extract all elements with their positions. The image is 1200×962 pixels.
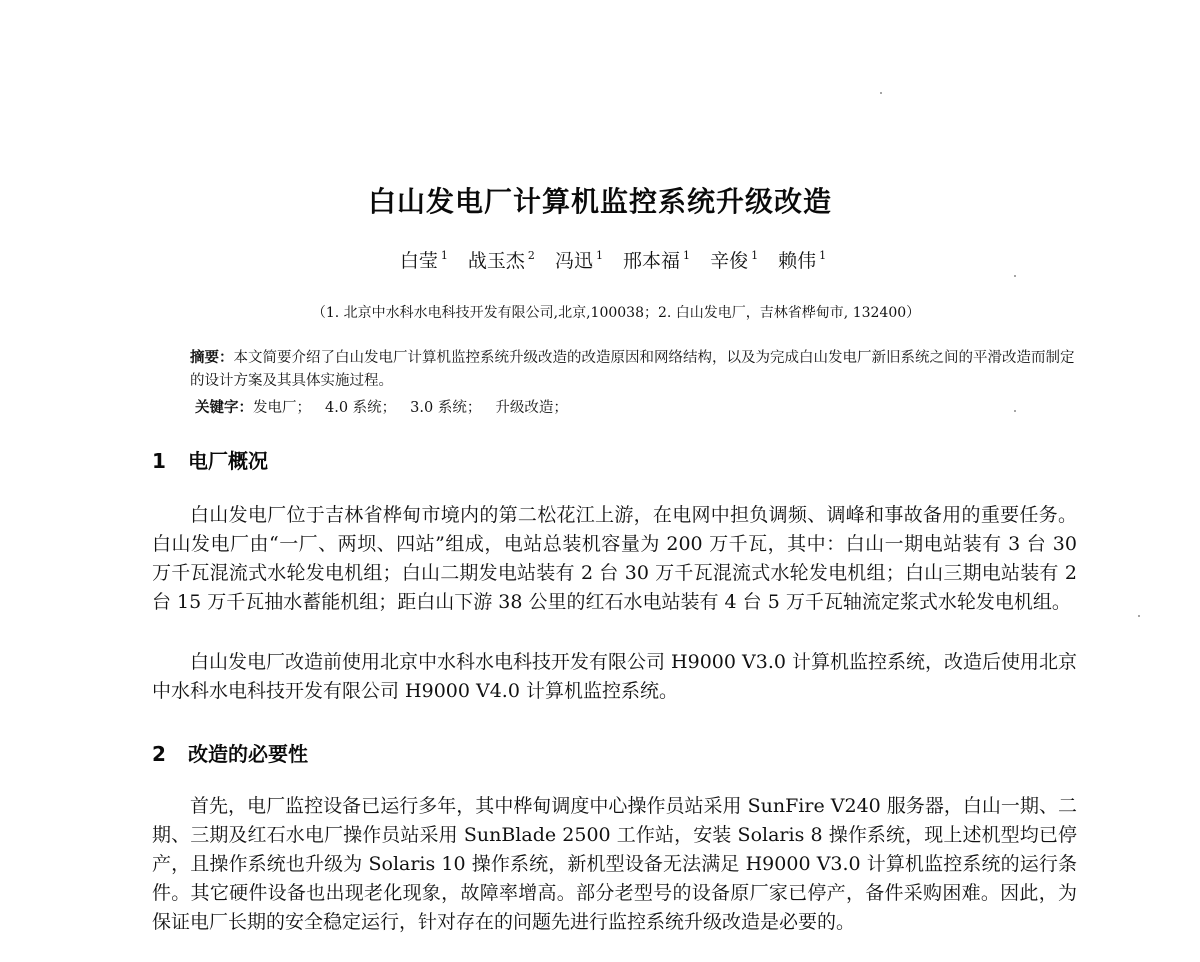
section-heading	[152, 445, 268, 474]
author	[623, 250, 690, 272]
author-affiliation-mark: 2	[527, 249, 535, 262]
keywords	[195, 398, 1075, 418]
section-number: 2	[152, 742, 166, 766]
author	[555, 250, 603, 272]
body-paragraph: 首先，电厂监控设备已运行多年，其中桦甸调度中心操作员站采用 SunFire V240 服务器，白山一期、二期、三期及红石水电厂操作员站采用 SunBlade 2500 工作站，安装 Solaris 8 操作系统，现上述机型均已停产，且操作系统也升级为 Solaris 10 操作系统，新机型设备无法满足 H9000 V3.0 计算机监控系统的运行条件。其它硬件设备也出现老化现象，故障率增高。部分老型号的设备原厂家已停产，备件采购困难。因此，为保证电厂长期的安全稳定运行，针对存在的问题先进行监控系统升级改造是必要的。	[152, 795, 1077, 933]
abstract	[190, 346, 1080, 393]
author-affiliation-mark: 1	[819, 249, 827, 262]
affiliation-line: （1. 北京中水科水电科技开发有限公司,北京,100038；2. 白山发电厂，吉林省桦甸市, 132400）	[311, 305, 921, 321]
scan-speck	[1014, 410, 1016, 412]
author	[710, 250, 758, 272]
author-list	[0, 246, 1200, 273]
abstract-label: 摘要：	[190, 349, 234, 366]
author	[778, 250, 826, 272]
body-paragraph: 白山发电厂改造前使用北京中水科水电科技开发有限公司 H9000 V3.0 计算机监控系统，改造后使用北京中水科水电科技开发有限公司 H9000 V4.0 计算机监控系统。	[152, 651, 1077, 702]
keyword: 升级改造；	[495, 400, 568, 416]
author-affiliation-mark: 1	[751, 249, 759, 262]
paper-title: 白山发电厂计算机监控系统升级改造	[367, 185, 832, 218]
author-name: 辛俊	[710, 250, 749, 272]
author	[400, 250, 448, 272]
section-title: 电厂概况	[188, 449, 268, 473]
author-name: 赖伟	[778, 250, 817, 272]
author-name: 战玉杰	[467, 250, 525, 272]
keyword: 3.0 系统；	[410, 400, 482, 416]
keyword: 4.0 系统；	[325, 400, 397, 416]
section-title: 改造的必要性	[188, 742, 308, 766]
keywords-label: 关键字：	[195, 399, 253, 416]
scan-speck	[1014, 275, 1016, 277]
author-affiliation-mark: 1	[683, 249, 691, 262]
scan-speck	[1138, 615, 1140, 617]
section-number: 1	[152, 449, 166, 473]
author-name: 邢本福	[623, 250, 681, 272]
scan-speck	[880, 92, 882, 94]
keyword: 发电厂；	[253, 400, 311, 416]
section-heading	[152, 738, 308, 767]
author	[468, 250, 535, 272]
author-name: 白莹	[399, 250, 438, 272]
author-affiliation-mark: 1	[440, 249, 448, 262]
author-affiliation-mark: 1	[595, 249, 603, 262]
author-name: 冯迅	[554, 250, 593, 272]
abstract-text: 本文简要介绍了白山发电厂计算机监控系统升级改造的改造原因和网络结构，以及为完成白山发电厂新旧系统之间的平滑改造而制定的设计方案及其具体实施过程。	[190, 350, 1075, 389]
body-paragraph: 白山发电厂位于吉林省桦甸市境内的第二松花江上游，在电网中担负调频、调峰和事故备用的重要任务。白山发电厂由“一厂、两坝、四站”组成，电站总装机容量为 200 万千瓦，其中：白山一期电站装有 3 台 30 万千瓦混流式水轮发电机组；白山二期发电站装有 2 台 30 万千瓦混流式水轮发电机组；白山三期电站装有 2 台 15 万千瓦抽水蓄能机组；距白山下游 38 公里的红石水电站装有 4 台 5 万千瓦轴流定浆式水轮发电机组。	[152, 504, 1077, 613]
